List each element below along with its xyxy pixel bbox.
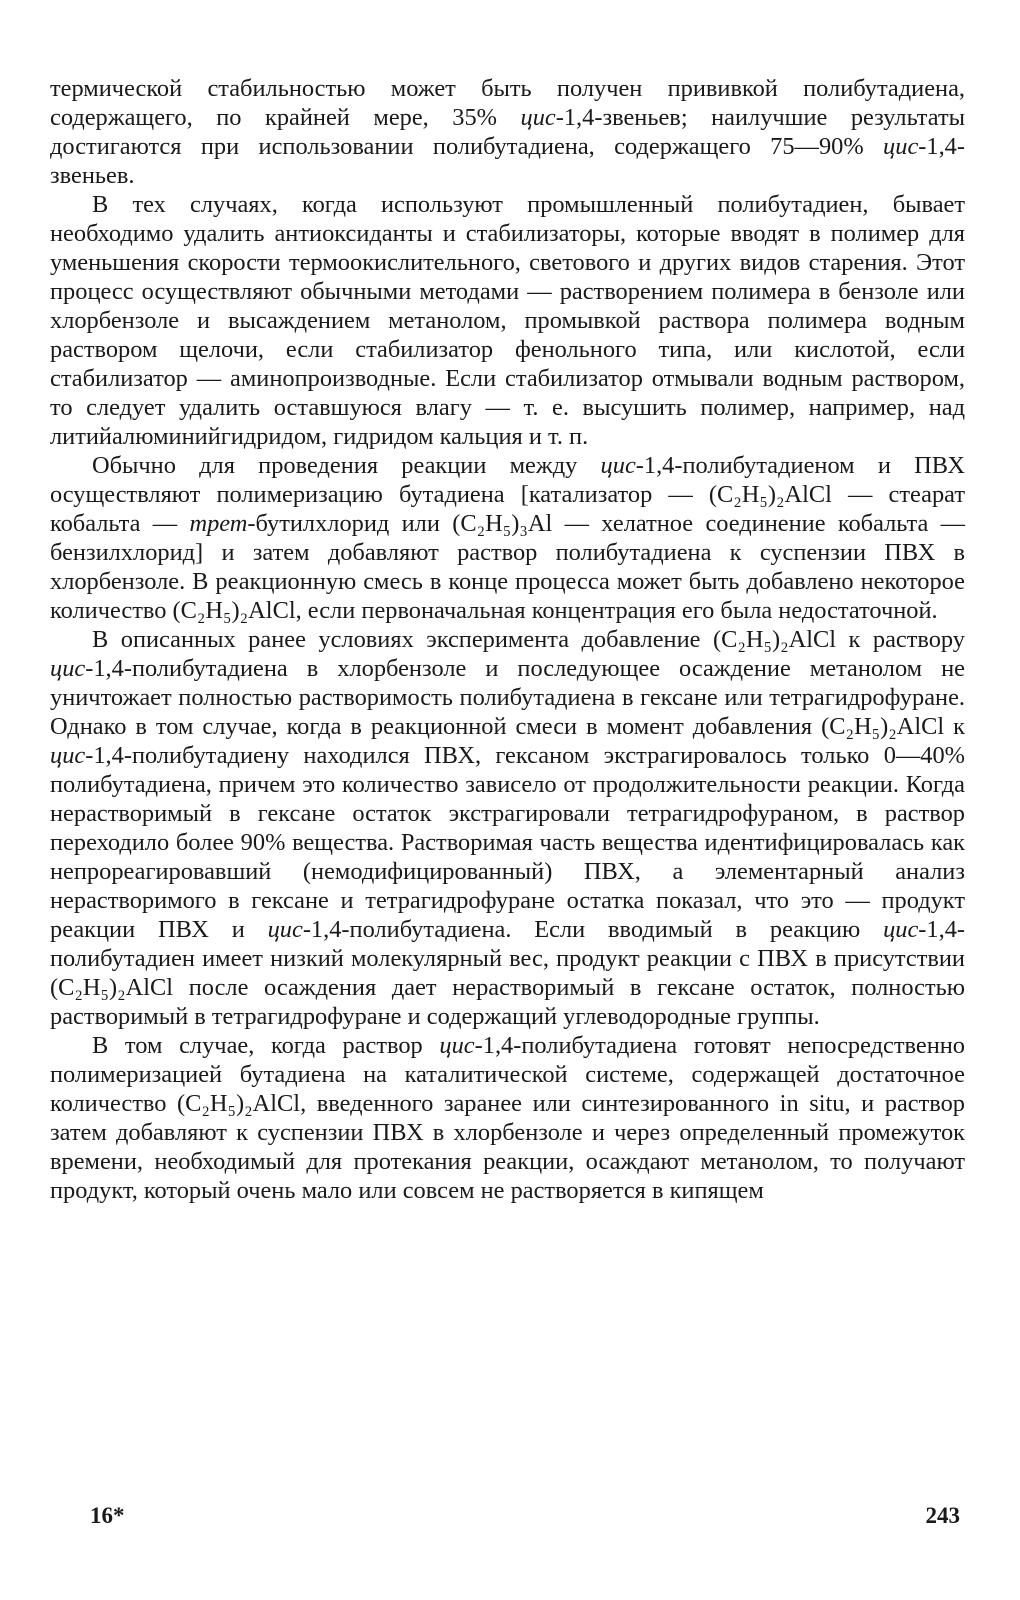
- text-segment: -бутилхлорид или (C₂H₅)₃Al — хелатное соединение кобальта — бензилхлорид] и затем добавляют раствор полибутадиена к суспензии ПВХ в хлорбензоле. В реакционную смесь в конце процесса может быть добавлено некоторое количество (C₂H₅)₂AlCl, если первоначальная концентрация его была недостаточной.: [50, 510, 965, 624]
- italic-text-segment: трет: [189, 510, 248, 537]
- italic-text-segment: цис: [520, 104, 556, 131]
- text-segment: -1,4-звеньев; наилучшие результаты достигаются при использовании полибутадиена, содержащего 75—90%: [50, 104, 965, 160]
- paragraph: [50, 451, 965, 625]
- paragraph: [50, 74, 965, 190]
- text-segment: В тех случаях, когда используют промышленный полибутадиен, бывает необходимо удалить антиоксиданты и стабилизаторы, которые вводят в полимер для уменьшения скорости термоокислительного, светового и других видов старения. Этот процесс осуществляют обычными методами — растворением полимера в бензоле или хлорбензоле и высаждением метанолом, промывкой раствора полимера водным раствором щелочи, если стабилизатор фенольного типа, или кислотой, если стабилизатор — аминопроизводные. Если стабилизатор отмывали водным раствором, то следует удалить оставшуюся влагу — т. е. высушить полимер, например, над литийалюминийгидридом, гидридом кальция и т. п.: [50, 191, 965, 450]
- text-segment: -1,4-полибутадиеном и ПВХ осуществляют полимеризацию бутадиена [катализатор — (C₂H₅)₂AlCl — стеарат кобальта —: [50, 452, 965, 537]
- italic-text-segment: цис: [883, 916, 919, 943]
- text-segment: -1,4-полибутадиена. Если вводимый в реакцию: [302, 916, 884, 943]
- text-segment: -1,4-полибутадиена в хлорбензоле и последующее осаждение метанолом не уничтожает полностью растворимость полибутадиена в гексане или тетрагидрофуране. Однако в том случае, когда в реакционной смеси в момент добавления (C₂H₅)₂AlCl к: [50, 655, 965, 740]
- text-segment: В том случае, когда раствор: [92, 1032, 440, 1059]
- italic-text-segment: цис: [50, 742, 86, 769]
- text-segment: В описанных ранее условиях эксперимента добавление (C₂H₅)₂AlCl к раствору: [92, 626, 965, 653]
- italic-text-segment: цис: [883, 133, 919, 160]
- italic-text-segment: цис: [600, 452, 636, 479]
- text-segment: Обычно для проведения реакции между: [92, 452, 601, 479]
- italic-text-segment: цис: [50, 655, 86, 682]
- text-segment: -1,4-звеньев.: [50, 133, 965, 189]
- page-number: 243: [925, 1503, 960, 1528]
- paragraph: [50, 1031, 965, 1205]
- text-segment: -1,4-полибутадиена готовят непосредственно полимеризацией бутадиена на каталитической системе, содержащей достаточное количество (C₂H₅)₂AlCl, введенного заранее или синтезированного in situ, и раствор затем добавляют к суспензии ПВХ в хлорбензоле и через определенный промежуток времени, необходимый для протекания реакции, осаждают метанолом, то получают продукт, который очень мало или совсем не растворяется в кипящем: [50, 1032, 966, 1204]
- paragraph: [50, 190, 965, 451]
- page-body: [50, 74, 965, 1205]
- italic-text-segment: цис: [439, 1032, 475, 1059]
- paragraph: [50, 625, 965, 1031]
- text-segment: -1,4-полибутадиену находился ПВХ, гексаном экстрагировалось только 0—40% полибутадиена, причем это количество зависело от продолжительности реакции. Когда нерастворимый в гексане остаток экстрагировали тетрагидрофураном, в раствор переходило более 90% вещества. Растворимая часть вещества идентифицировалась как непрореагировавший (немодифицированный) ПВХ, а элементарный анализ нерастворимого в гексане и тетрагидрофуране остатка показал, что это — продукт реакции ПВХ и: [50, 742, 965, 943]
- signature-mark: 16*: [90, 1503, 125, 1528]
- text-segment: -1,4-полибутадиен имеет низкий молекулярный вес, продукт реакции с ПВХ в присутствии (C₂H₅)₂AlCl после осаждения дает нерастворимый в гексане остаток, полностью растворимый в тетрагидрофуране и содержащий углеводородные группы.: [50, 916, 966, 1030]
- italic-text-segment: цис: [267, 916, 303, 943]
- text-segment: термической стабильностью может быть получен прививкой полибутадиена, содержащего, по крайней мере, 35%: [50, 75, 965, 131]
